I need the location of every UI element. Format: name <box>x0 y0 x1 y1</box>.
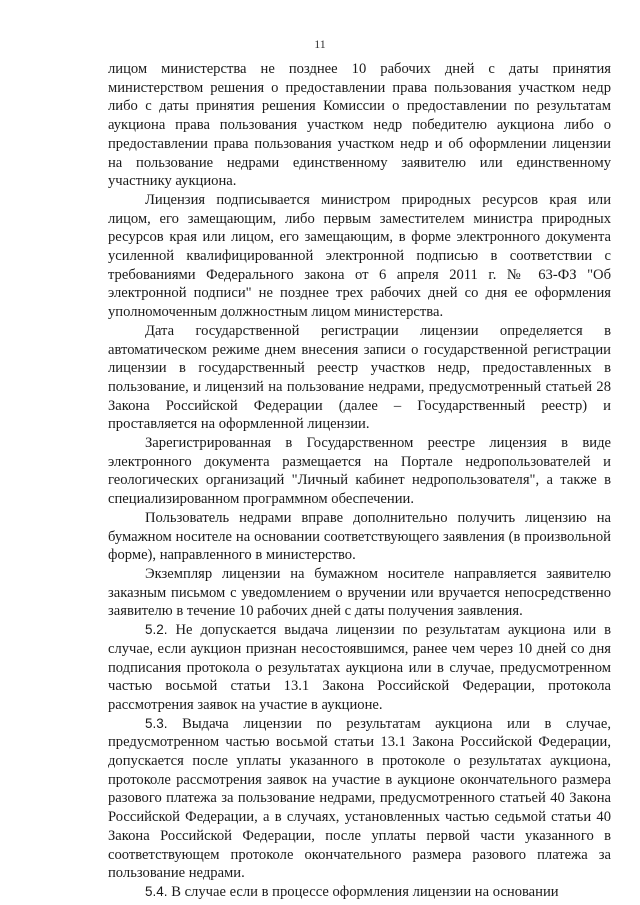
paragraph <box>108 509 611 565</box>
clause-number: 5.3. <box>145 715 168 731</box>
clause-number: 5.4. <box>145 883 168 899</box>
paragraph <box>108 434 611 509</box>
paragraph-text: В случае если в процессе оформления лицензии на основании <box>171 883 559 900</box>
paragraph <box>108 565 611 621</box>
paragraph-text: Экземпляр лицензии на бумажном носителе направляется заявителю заказным письмом с уведомлением о вручении или вручается непосредственно заявителю в течение 10 рабочих дней с даты получения заявления. <box>108 565 611 620</box>
paragraph-text: Зарегистрированная в Государственном реестре лицензия в виде электронного документа размещается на Портале недропользователей и геологических организаций "Личный кабинет недропользователя", а также в специализированном программном обеспечении. <box>108 435 611 508</box>
paragraph-text: Лицензия подписывается министром природных ресурсов края или лицом, его замещающим, либо первым заместителем министра природных ресурсов края или лицом, его замещающим, в форме электронного документа усиленной квалифицированной электронной подписью в соответствии с требованиями Федерального закона от 6 апреля 2011 г. № 63-ФЗ "Об электронной подписи" не позднее трех рабочих дней со дня ее оформления уполномоченным должностным лицом министерства. <box>108 191 611 321</box>
paragraph-text: Дата государственной регистрации лицензии определяется в автоматическом режиме днем внесения записи о государственной регистрации лицензии в государственный реестр участков недр, предоставленных в пользование, и лицензий на пользование недрами, предусмотренный статьей 28 Закона Российской Федерации (далее – Государственный реестр) и проставляется на оформленной лицензии. <box>108 322 611 433</box>
paragraph <box>108 322 611 434</box>
clause-number: 5.2. <box>145 622 168 638</box>
paragraph-text: Пользователь недрами вправе дополнительно получить лицензию на бумажном носителе на основании соответствующего заявления (в произвольной форме), направленного в министерство. <box>108 509 611 564</box>
clause-5-3 <box>108 715 611 883</box>
document-body <box>108 60 611 902</box>
paragraph-text: Выдача лицензии по результатам аукциона или в случае, предусмотренном частью восьмой статьи 13.1 Закона Российской Федерации, допускается после уплаты указанного в протоколе о результатах аукциона, протоколе рассмотрения заявок на участие в аукционе окончательного размера разового платежа за пользование недрами, предусмотренного статьей 40 Закона Российской Федерации, а в случаях, установленных частью седьмой статьи 40 Закона Российской Федерации, после уплаты первой части указанного в соответствующем протоколе окончательного размера разового платежа за пользование недрами. <box>108 715 611 882</box>
paragraph-text: Не допускается выдача лицензии по результатам аукциона или в случае, если аукцион признан несостоявшимся, ранее чем через 10 дней со дня подписания протокола о результатах аукциона или в случае, предусмотренном частью восьмой статьи 13.1 Закона Российской Федерации, протокола рассмотрения заявок на участие в аукционе. <box>108 622 611 713</box>
paragraph-text: лицом министерства не позднее 10 рабочих дней с даты принятия министерством решения о предоставлении права пользования участком недр либо с даты принятия решения Комиссии о предоставлении по результатам аукциона права пользования участком недр победителю аукциона либо о предоставлении права пользования участком недр и об оформлении лицензии на пользование недрами единственному заявителю или единственному участнику аукциона. <box>108 61 611 190</box>
page-number: 11 <box>314 37 326 51</box>
clause-5-2 <box>108 621 611 715</box>
paragraph <box>108 191 611 322</box>
clause-5-4 <box>108 883 611 902</box>
paragraph <box>108 60 611 191</box>
